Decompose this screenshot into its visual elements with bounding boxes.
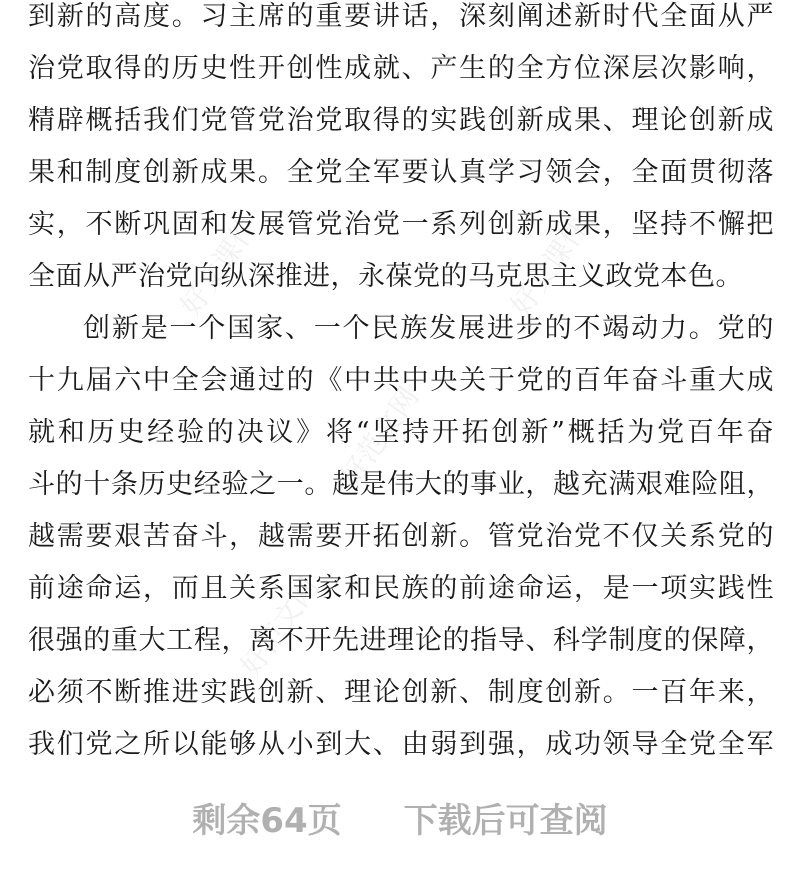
text-line: 斗的十条历史经验之一。越是伟大的事业，越充满艰难险阻， — [28, 469, 774, 500]
text-line: 十九届六中全会通过的《中共中央关于党的百年奋斗重大成 — [28, 365, 774, 396]
text-line: 果和制度创新成果。全党全军要认真学习领会，全面贯彻落 — [28, 157, 774, 188]
text-line: 创新是一个国家、一个民族发展进步的不竭动力。党的 — [83, 313, 774, 344]
text-line: 全面从严治党向纵深推进，永葆党的马克思主义政党本色。 — [28, 261, 743, 292]
watermark: 好范文网 — [334, 381, 426, 492]
remaining-pages-label: 剩余64页 — [192, 800, 342, 841]
paragraph — [28, 312, 774, 780]
text-line: 就和历史经验的决议》将“坚持开拓创新”概括为党百年奋 — [28, 417, 774, 448]
text-line: 精辟概括我们党管党治党取得的实践创新成果、理论创新成 — [28, 105, 774, 136]
watermark: 好文课件 — [504, 211, 596, 322]
watermark: 好文课件 — [174, 211, 266, 322]
text-line: 治党取得的历史性开创性成就、产生的全方位深层次影响， — [28, 53, 774, 84]
paragraph — [28, 0, 774, 312]
watermark: 好范文网 — [234, 571, 326, 682]
text-line: 我们党之所以能够从小到大、由弱到强，成功领导全党全军 — [28, 729, 774, 760]
text-line: 越需要艰苦奋斗，越需要开拓创新。管党治党不仅关系党的 — [28, 521, 774, 552]
text-line: 实，不断巩固和发展管党治党一系列创新成果，坚持不懈把 — [28, 209, 774, 240]
text-line: 前途命运，而且关系国家和民族的前途命运，是一项实践性 — [28, 573, 774, 604]
download-to-view-label[interactable]: 下载后可查阅 — [403, 800, 608, 841]
document-body — [28, 0, 774, 780]
download-prompt[interactable] — [0, 795, 800, 839]
text-line: 到新的高度。习主席的重要讲话，深刻阐述新时代全面从严 — [28, 1, 774, 32]
text-line: 很强的重大工程，离不开先进理论的指导、科学制度的保障， — [28, 625, 774, 656]
text-line: 必须不断推进实践创新、理论创新、制度创新。一百年来， — [28, 677, 774, 708]
